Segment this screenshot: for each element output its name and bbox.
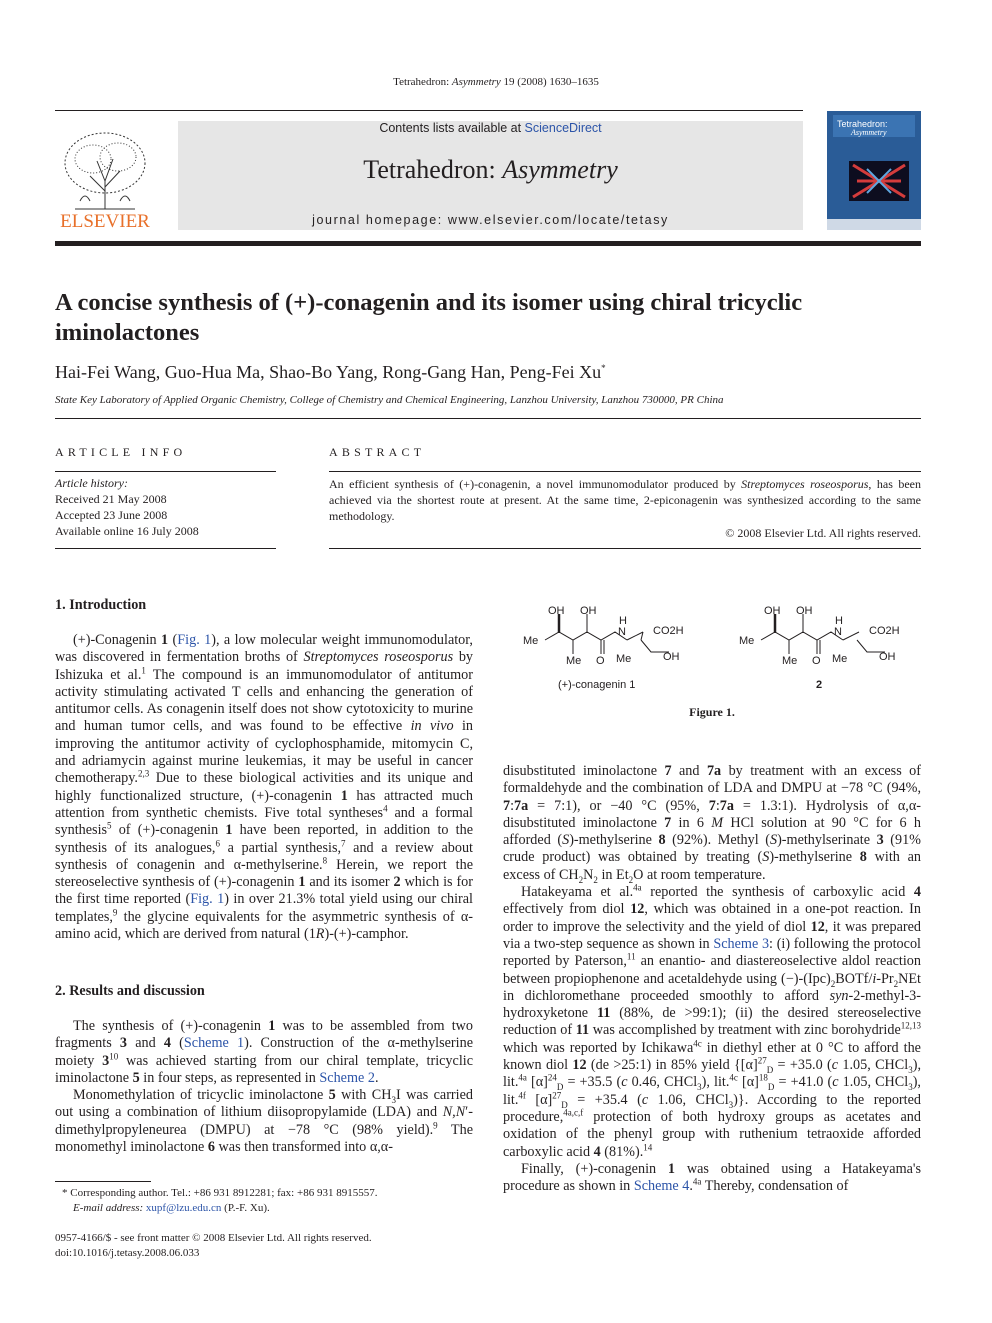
article-title: A concise synthesis of (+)-conagenin and its isomer using chiral tricyclic iminolactones — [55, 289, 803, 346]
structure-conagenin-1 — [545, 614, 669, 654]
journal-title: Tetrahedron: Asymmetry — [363, 155, 618, 184]
article-info-rule — [55, 471, 276, 472]
journal-homepage-link[interactable]: journal homepage: www.elsevier.com/locate/tetasy — [312, 213, 669, 227]
article-history: Article history: Received 21 May 2008 Accepted 23 June 2008 Available online 16 July 2008 — [55, 476, 199, 538]
atom-oh: OH — [580, 605, 597, 617]
copyright-line: © 2008 Elsevier Ltd. All rights reserved. — [725, 526, 921, 540]
atom-h: H — [835, 615, 843, 627]
atom-me: Me — [566, 655, 582, 667]
title-rule — [55, 418, 921, 419]
header-thick-rule — [55, 241, 921, 246]
journal-reference: Tetrahedron: Asymmetry 19 (2008) 1630–1635 — [393, 76, 599, 88]
introduction-paragraph: (+)-Conagenin 1 (Fig. 1), a low molecular weight immunomodulator, was discovered in fermentation broths of Streptomyces roseosporus by Ishizuka et al.$^1$ The compound is an immunomodulator of antitumor activity stimulating activated T cells and enhancing the generation of antitumor cells. As conagenin itself does not show cytotoxicity to murine and human tumor cells, and was found to be effective in vivo in improving the antitumor activity of cyclophosphamide, mitomycin C, and adriamycin against murine leukemias, it may be useful in cancer chemotherapy.$^{2,3}$ Due to these biological activities and its unique and highly functionalized structure, (+)-conagenin 1 has attracted much attention from synthetic chemists. Five total syntheses$^4$ and a formal synthesis$^5$ of (+)-conagenin 1 have been reported, in addition to the synthesis of its analogues,$^6$ a partial synthesis,$^7$ and a review about synthesis of conagenin and α-methylserine.$^8$ Herein, we report the stereoselective synthesis of (+)-conagenin 1 and its isomer 2 which is for the first time reported (Fig. 1) in over 21.3% total yield using our chiral templates,$^9$ the glycine equivalents for the asymmetric synthesis of α-amino acid, which are derived from natural (1R)-(+)-camphor. — [55, 632, 474, 943]
right-column-text: disubstituted iminolactone 7 and 7a by treatment with an excess of formaldehyde and the combination of LDA and DMPU at −78 °C (94%, 7:7a = 7:1), or −40 °C (95%, 7:7a = 1.3:1). Hydrolysis of α,α-disubstituted iminolactone 7 in 6 M HCl solution at 90 °C for 6 h afforded (S)-methylserine 8 (92%). Methyl (S)-methylserinate 3 (91% crude product) was obtained by treating (S)-methylserine 8 with an excess of $CH_2N_2$ in $Et_2O$ at room temperature. Hatakeyama et al.$^{4a}$ reported the synthesis of carboxylic acid 4 effectively from diol 12, which was obtained in a one-pot reaction. In order to improve the selectivity and the yield of diol 12, it was prepared via a two-step sequence as shown in Scheme 3: (i) following the protocol reported by Paterson,$^{11}$ an enantio- and diastereoselective aldol reaction between propiophenone and acetaldehyde using $(-)-(Ipc)_2BOTf/i-Pr_2NEt$ in dichloromethane proceeded smoothly to afford syn-2-methyl-3-hydroxyketone 11 (88%, de >99:1); (ii) the desired stereoselective reduction of 11 was accomplished by treatment with zinc borohydride$^{12,13}$ which was reported by Ichikawa$^{4c}$ in diethyl ether at 0 °C to afford the known diol 12 (de >25:1) in 85% yield {$[\alpha]^{27}_D = +35.0$ (c 1.05, CHCl$_3$), lit.$^{4a}$ $[\alpha]^{24}_D = +35.5$ (c 0.46, CHCl$_3$), lit.$^{4c}$ $[\alpha]^{18}_D = +41.0$ (c 1.05, CHCl$_3$), lit.$^{4f}$ $[\alpha]^{27}_D = +35.4$ (c 1.06, CHCl$_3$)}. According to the reported procedure,$^{4a,c,f}$ protection of both hydroxy groups as acetates and oxidation of the phenyl group with ruthenium tetraoxide afforded carboxylic acid 4 (81%).$^{14}$ Finally, (+)-conagenin 1 was obtained using a Hatakeyama's procedure as shown in Scheme 4.$^{4a}$ Thereby, condensation of — [503, 763, 922, 1195]
author-list: Hai-Fei Wang, Guo-Hua Ma, Shao-Bo Yang, Rong-Gang Han, Peng-Fei Xu* — [55, 362, 606, 382]
figure-label-2: 2 — [816, 679, 823, 691]
elsevier-tree-icon — [55, 121, 155, 231]
email-link[interactable]: xupf@lzu.edu.cn — [145, 1202, 222, 1214]
affiliation: State Key Laboratory of Applied Organic Chemistry, College of Chemistry and Chemical Engineering, Lanzhou University, Lanzhou 730000, PR China — [55, 394, 724, 406]
section-heading-introduction: 1. Introduction — [55, 597, 147, 613]
journal-cover-image — [827, 111, 921, 230]
abstract-rule — [329, 471, 921, 472]
atom-o: O — [596, 655, 605, 667]
results-paragraphs: The synthesis of (+)-conagenin 1 was to be assembled from two fragments 3 and 4 (Scheme 1). Construction of the α-methylserine moiety $3^{10}$ was achieved starting from our chiral template, tricyclic iminolactone 5 in four steps, as represented in Scheme 2. Monomethylation of tricyclic iminolactone 5 with $CH_3I$ was carried out using a combination of lithium diisopropylamide (LDA) and N,N′-dimethylpropyleneurea (DMPU) at −78 °C (98% yield).$^9$ The monomethyl iminolactone 6 was then transformed into α,α- — [55, 1018, 474, 1156]
atom-oh: OH — [764, 605, 781, 617]
figure-1-caption: Figure 1. — [689, 705, 735, 719]
figure-label-1: (+)-conagenin 1 — [558, 679, 636, 691]
header-rule — [55, 110, 803, 111]
structure-isomer-2 — [761, 614, 885, 654]
email-footnote: E-mail address: xupf@lzu.edu.cn (P.-F. Xu). — [73, 1202, 270, 1214]
svg-text:Tetrahedron:: Tetrahedron: — [837, 119, 888, 129]
atom-me: Me — [523, 635, 539, 647]
corresponding-author-footnote: * Corresponding author. Tel.: +86 931 8912281; fax: +86 931 8915557. — [62, 1187, 378, 1199]
svg-text:Asymmetry: Asymmetry — [851, 128, 887, 137]
abstract-heading: ABSTRACT — [329, 445, 426, 459]
section-heading-results: 2. Results and discussion — [55, 983, 205, 999]
footnote-rule — [55, 1181, 151, 1182]
corresponding-author-mark[interactable]: * — [601, 363, 606, 373]
atom-me: Me — [832, 653, 848, 665]
atom-oh: OH — [548, 605, 565, 617]
article-info-heading: ARTICLE INFO — [55, 445, 187, 459]
atom-me: Me — [782, 655, 798, 667]
contents-line: Contents lists available at ScienceDirect — [379, 121, 602, 135]
atom-n: N — [618, 626, 626, 638]
atom-oh: OH — [663, 651, 680, 663]
atom-me: Me — [739, 635, 755, 647]
atom-o: O — [812, 655, 821, 667]
atom-h: H — [619, 615, 627, 627]
elsevier-logo — [55, 121, 155, 231]
atom-co2h: CO2H — [869, 625, 900, 637]
atom-oh: OH — [796, 605, 813, 617]
journal-cover-thumbnail — [827, 111, 921, 230]
atom-co2h: CO2H — [653, 625, 684, 637]
svg-text:ELSEVIER: ELSEVIER — [60, 211, 150, 231]
atom-oh: OH — [879, 651, 896, 663]
atom-me: Me — [616, 653, 632, 665]
atom-n: N — [834, 626, 842, 638]
article-info-bottom-rule — [55, 548, 276, 549]
sciencedirect-link[interactable]: ScienceDirect — [524, 121, 602, 135]
abstract-bottom-rule — [329, 548, 921, 549]
front-matter-line: 0957-4166/$ - see front matter © 2008 Elsevier Ltd. All rights reserved. — [55, 1232, 372, 1244]
figure-1-structures — [503, 600, 921, 700]
abstract-text: An efficient synthesis of (+)-conagenin, a novel immunomodulator produced by Streptomyces roseosporus, has been achieved via the shortest route at present. At the same time, 2-epiconagenin was synthesized according to the same methodology. — [329, 477, 922, 523]
doi-line: doi:10.1016/j.tetasy.2008.06.033 — [55, 1247, 200, 1259]
